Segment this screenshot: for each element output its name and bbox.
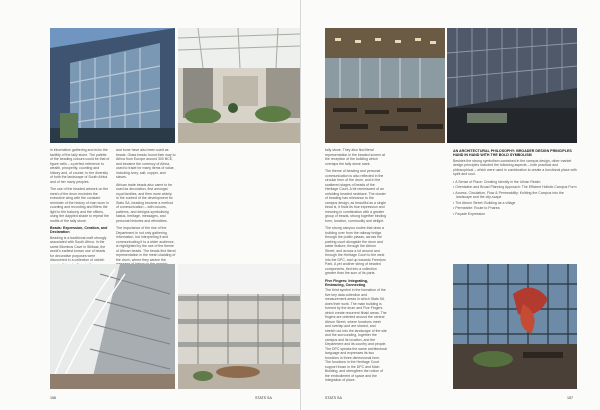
list-item: • The Atrium Street: Building as a village xyxy=(453,201,577,206)
right-text-column-2 xyxy=(453,148,577,258)
running-footer: STATS SA xyxy=(255,396,272,400)
paragraph: in information gathering and echo the tactility of the tally stone. The palette of the beading colours could be that of figure cells – a perfect reference to wealth, prosperity, counting and history and, of course, to the diversity of both the landscape of South Africa and of her many peoples. xyxy=(50,148,110,184)
paragraph: African trade beads also came to be used as decoration, first amongst royal families, and then more widely. In the context of the development for Stats SA, beading became a method of communication – with colours, patterns, and designs symbolising status, heritage, messages, and personal histories and ethnicities. xyxy=(116,182,174,223)
section-heading: Beads: Expression, Creation, and Declaration xyxy=(50,226,108,235)
photo-interior-balconies xyxy=(178,264,300,389)
principles-list xyxy=(453,180,577,217)
left-text-column-1 xyxy=(50,148,110,263)
list-item: • Access, Circulation, Flow & Permeability: Knitting the Campus into the landscape and the city-scape xyxy=(453,191,577,200)
list-item: • A Sense of Place: Creating Identity in the Urban Realm xyxy=(453,180,577,185)
paragraph: The use of the beaded artwork on the mesh of the drum encircles the executive wing with the constant reminder of the history of man worn in counting and recording and filters the light to the balcony and the offices, using the dappled shade to repeat the motifs of the tally stone. xyxy=(50,187,109,223)
photo-interior-atrium xyxy=(178,28,300,143)
paragraph: The theme of beading and personal communication is also reflected in the circular form of the drum, and in the scattered stages of beads of the Heritage Court. A bit reminiscent of an unfolding beaded necklace. The cluster of beading has relevance to the campus design, as beautiful as a single bead is, it finds its true expression and meaning in combination with a greater group of beads, strung together binding form, function, commodity and delight. xyxy=(325,169,387,223)
page-number: 157 xyxy=(567,396,573,400)
photo-atrium-with-art-installation xyxy=(453,264,577,389)
photo-curved-atrium-structure xyxy=(50,264,175,389)
running-footer: STATS SA xyxy=(325,396,342,400)
photo-glass-building-exterior xyxy=(447,28,577,143)
paragraph: Beading is a traditional craft strongly associated with South Africa. In the same Blombos Cave in Stilbaai, the world's earliest known use of beads for decorative purposes were discovered in a collection of ostrich xyxy=(50,235,107,263)
photo-exterior-glass-facade xyxy=(50,28,175,143)
paragraph: tally stone. They also find literal representation in the beaded screen at the reception of the building which overlaps the tally stone mark. xyxy=(325,148,385,166)
right-page xyxy=(300,0,600,410)
photo-canteen-interior xyxy=(325,28,445,143)
section-heading: AN ARCHITECTURAL PHILOSOPHY: BROADER DESIGN PRINCIPLES HAND IN HAND WITH THE BOLD SYMBOLISM xyxy=(453,149,572,158)
paragraph: The importance of the rise of the Department in not only gathering information, but interpreting it and communicating it to a wider audience, is highlighted by the use of the theme of African beads. The beads find literal representation in the mesh cladding of the drum, where they weave the xyxy=(116,226,176,262)
list-item: • Façade Expression xyxy=(453,212,577,217)
right-text-column-1 xyxy=(325,148,387,398)
paragraph: The third symbol in the formation of the five key data collection and measurement areas in which Stats SA does their work. The main building is formed by the drum and Five Fingers which create recurrent Ithaki areas. The fingers are oriented around the central Atrium Street, where functions meet and overlap and are shared, and stretch out into the landscape of the site and the surrounding, together the campus and its location, and the Department and its country and people. The DPC speaks the same architectural language and expresses its two functions in three dimensional form. The functions in the Heritage Court support those in the DPC and Main Building, and strengthen the notion of the embodiment of space and the integration of place. xyxy=(325,288,387,383)
paragraph: and bone have also been used as beads. Glass beads found their way to Africa from Europe around 300 BCE, and became the currency of Africa, used to trade for many items of value, including ivory, salt, copper, and slaves. xyxy=(116,148,176,179)
list-item: • Permeable: Route to Pnarea xyxy=(453,206,577,211)
left-text-column-2 xyxy=(116,148,176,262)
list-item: • Orientation and Broad Planning Approach: The Efficient Holistic Campus Form xyxy=(453,185,577,190)
paragraph: The strong campus routes that draw a building over from the railway bridge, through the public plazas, across the parking court alongside the drum and water feature, through the Atrium Street, and across a lot around and through the Heritage Court to the west into the DPC, and up towards Freedom Park. A yet another string of beaded components, tied into a collection greater than the sum of its parts. xyxy=(325,226,386,275)
section-heading: Five Fingers: Integrating, Embracing, Connecting xyxy=(325,278,368,287)
page-number: 156 xyxy=(50,396,56,400)
paragraph: Besides the strong symbolism contained in the campus design, other market design principles included the following aspects – both practical and philosophical – which were used in combination to create a functional place with spirit and soul. xyxy=(453,158,577,177)
